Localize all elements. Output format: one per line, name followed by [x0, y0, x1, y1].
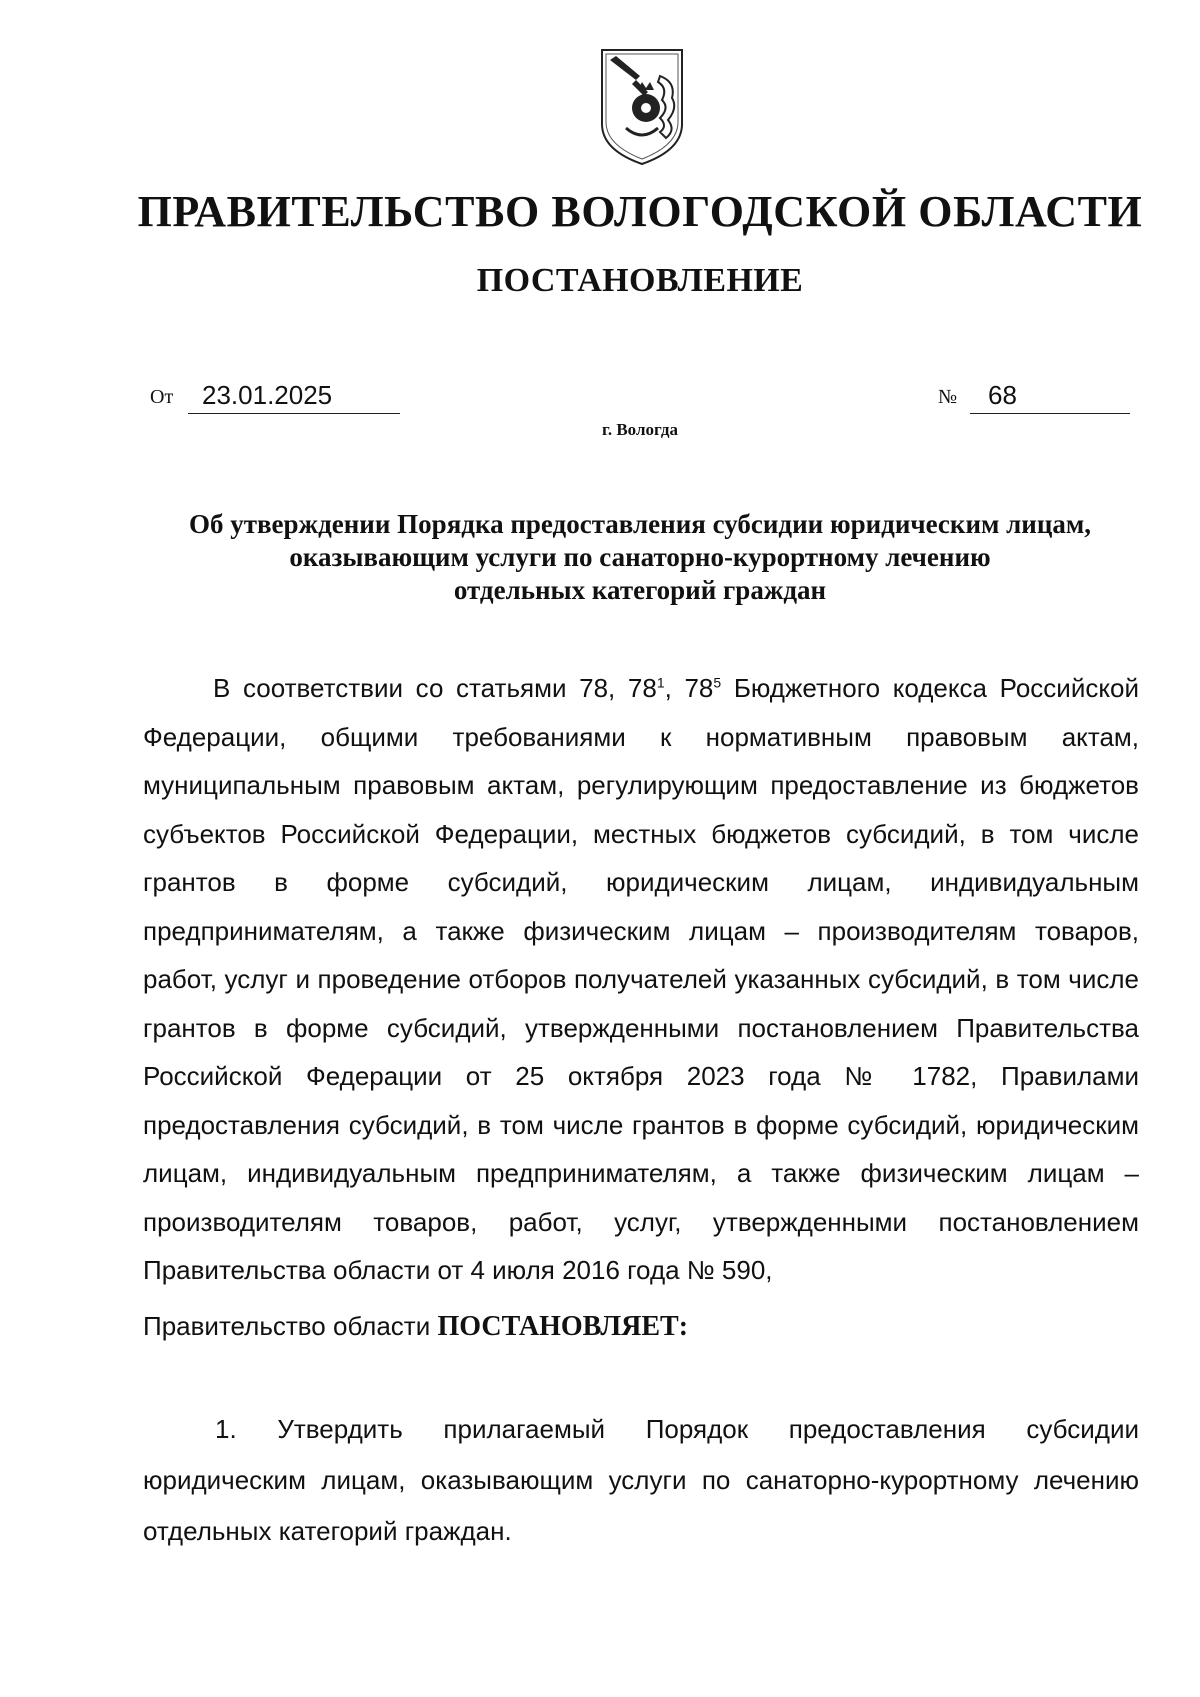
- number-label: №: [938, 386, 958, 408]
- resolves-line: [143, 1302, 1139, 1352]
- superscript-1: 1: [656, 674, 665, 691]
- document-subject: [140, 508, 1140, 607]
- subject-line-2: оказывающим услуги по санаторно-курортному лечению: [289, 542, 991, 572]
- date-from-label: От: [150, 386, 174, 408]
- preamble-text-1: В соответствии со статьями 78, 78: [213, 673, 657, 703]
- government-title: ПРАВИТЕЛЬСТВО ВОЛОГОДСКОЙ ОБЛАСТИ: [137, 187, 1143, 236]
- clause-1: 1. Утвердить прилагаемый Порядок предоставления субсидии юридическим лицам, оказывающим услуги по санаторно-курортному лечению отдельных категорий граждан.: [143, 1414, 1139, 1546]
- city: г. Вологда: [602, 420, 678, 439]
- document-number: 68: [970, 380, 1130, 414]
- vologda-coat-of-arms-icon: [596, 46, 688, 168]
- subject-line-3: отдельных категорий граждан: [453, 575, 827, 605]
- document-type: ПОСТАНОВЛЕНИЕ: [476, 262, 804, 299]
- preamble-paragraph: [143, 664, 1139, 1295]
- preamble-text-2: , 78: [664, 673, 714, 703]
- superscript-5: 5: [713, 674, 722, 691]
- subject-line-1: Об утверждении Порядка предоставления субсидии юридическим лицам,: [188, 509, 1092, 539]
- preamble-text-3: Бюджетного кодекса Российской Федерации, общими требованиями к нормативным правовым актам, муниципальным правовым актам, регулирующим предоставление из бюджетов субъектов Российской Федерации, местных бюджетов субсидий, в том числе грантов в форме субсидий, юридическим лицам, индивидуальным предпринимателям, а также физическим лицам – производителям товаров, работ, услуг и проведение отборов получателей указанных субсидий, в том числе грантов в форме субсидий, утвержденными постановлением Правительства Российской Федерации от 25 октября 2023 года № 1782, Правилами предоставления субсидий, в том числе грантов в форме субсидий, юридическим лицам, индивидуальным предпринимателям, а также физическим лицам – производителям товаров, работ, услуг, утвержденными постановлением Правительства области от 4 июля 2016 года № 590,: [143, 673, 1140, 1285]
- resolves-word: ПОСТАНОВЛЯЕТ:: [437, 1311, 689, 1342]
- resolves-prefix: Правительство области: [143, 1311, 438, 1341]
- document-date: 23.01.2025: [188, 380, 400, 414]
